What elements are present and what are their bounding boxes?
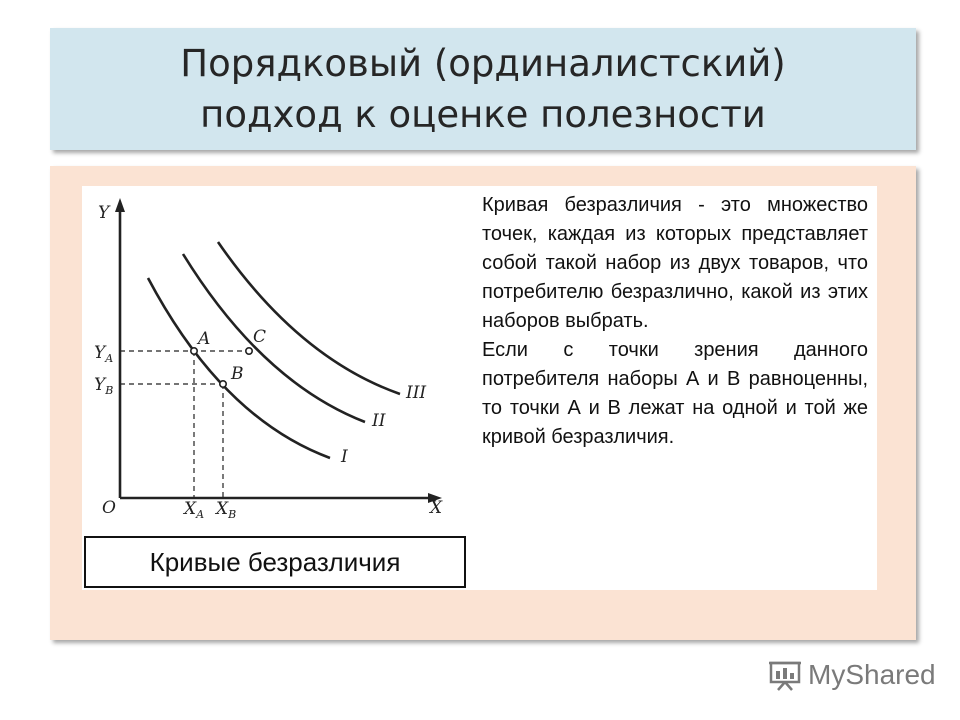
origin-label: O	[102, 498, 116, 518]
indifference-curve-2	[183, 254, 365, 422]
ya-label: $Y_A$	[94, 343, 114, 365]
slide-title-line-2: подход к оценке полезности	[200, 93, 766, 136]
point-b-marker	[220, 381, 226, 387]
xb-label: $X_B$	[216, 499, 237, 521]
graph-caption: Кривые безразличия	[84, 536, 466, 588]
y-axis-label: Y	[98, 203, 110, 223]
figure-panel	[82, 186, 877, 590]
definition-paragraph-1: Кривая безразличия - это множество точек, каждая из которых представляет собой такой набор из двух товаров, что потребителю безразлично, какой из этих наборов выбрать.	[482, 194, 868, 332]
curve-3-label: III	[406, 383, 427, 403]
x-axis-label: X	[430, 498, 443, 518]
slide-title-line-1: Порядковый (ординалистский)	[180, 42, 786, 85]
point-a-marker	[191, 348, 197, 354]
point-a-label: A	[198, 329, 211, 349]
definition-text	[482, 191, 868, 452]
logo-text: MyShared	[808, 659, 936, 690]
y-axis-arrow	[115, 198, 125, 212]
presentation-icon	[768, 659, 802, 691]
curve-2-label: II	[372, 411, 386, 431]
curve-1-label: I	[341, 447, 348, 467]
indifference-curves-graph	[82, 186, 470, 534]
point-c-marker	[246, 348, 252, 354]
xa-label: $X_A$	[184, 499, 205, 521]
definition-paragraph-2: Если с точки зрения данного потребителя наборы А и В равноценны, то точки А и В лежат на одной и той же кривой безразличия.	[482, 339, 868, 448]
indifference-curve-3	[218, 242, 400, 394]
title-box	[50, 28, 916, 150]
point-c-label: C	[253, 327, 267, 347]
point-b-label: B	[231, 364, 244, 384]
yb-label: $Y_B$	[94, 375, 114, 397]
myshared-logo[interactable]	[768, 658, 936, 692]
